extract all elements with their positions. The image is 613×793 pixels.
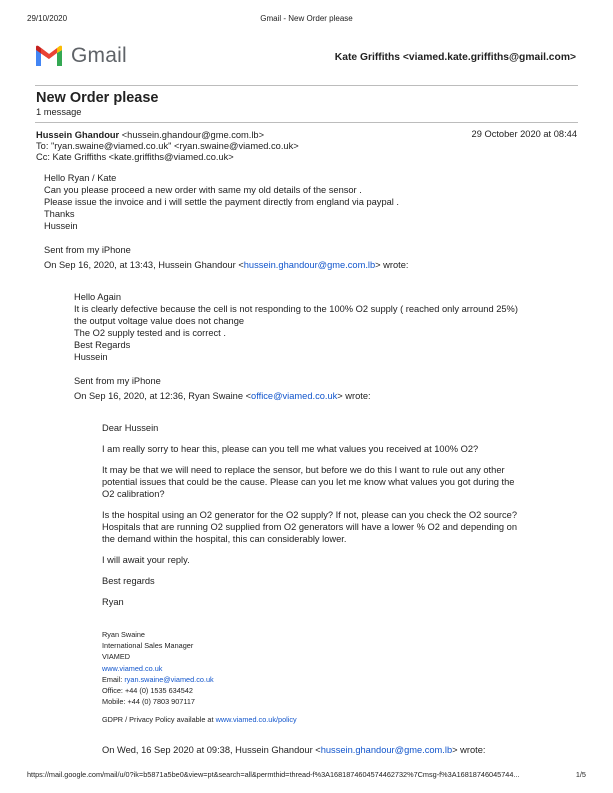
body-paragraph: It may be that we will need to replace the sensor, but before we do this I want to rule out any other potential issues that could be the cause. Please can you let me know what values you got during the O2 calibration? xyxy=(102,465,515,499)
body-line: Please issue the invoice and i will settle the payment directly from england via paypal . xyxy=(44,197,400,207)
body-line: Can you please proceed a new order with same my old details of the sensor . xyxy=(44,185,362,195)
body-line: Sent from my iPhone xyxy=(74,376,161,386)
body-line: Hello Again xyxy=(74,292,122,302)
quote-header xyxy=(102,745,485,755)
body-line: the output voltage value does not change xyxy=(74,316,245,326)
gmail-wordmark: Gmail xyxy=(71,44,127,67)
quote-suffix: > wrote: xyxy=(375,260,409,270)
quote-prefix: On Wed, 16 Sep 2020 at 09:38, Hussein Ghandour < xyxy=(102,745,321,755)
body-line xyxy=(74,363,518,375)
quote-prefix: On Sep 16, 2020, at 13:43, Hussein Ghandour < xyxy=(44,260,244,270)
thread-subject: New Order please xyxy=(36,90,159,106)
quote-header xyxy=(74,390,371,402)
message-count: 1 message xyxy=(36,107,82,117)
body-line: Hussein xyxy=(74,352,108,362)
body-line xyxy=(44,232,399,244)
body-line: Thanks xyxy=(44,209,75,219)
signature-office: Office: +44 (0) 1535 634542 xyxy=(102,686,193,696)
email-link[interactable]: hussein.ghandour@gme.com.lb xyxy=(320,745,453,755)
policy-link[interactable]: www.viamed.co.uk/policy xyxy=(215,715,297,725)
signature-email xyxy=(102,674,297,685)
divider xyxy=(35,122,578,123)
quote-header xyxy=(44,259,409,271)
signature-gdpr xyxy=(102,714,297,725)
page-number: 1/5 xyxy=(575,770,586,779)
body-line: Sent from my iPhone xyxy=(44,245,131,255)
email-link[interactable]: hussein.ghandour@gme.com.lb xyxy=(243,260,376,270)
body-paragraph: Ryan xyxy=(102,597,124,607)
email-link[interactable]: office@viamed.co.uk xyxy=(251,391,338,401)
quoted-message xyxy=(102,422,522,617)
body-paragraph: I am really sorry to hear this, please can you tell me what values you received at 100% O2? xyxy=(102,444,479,454)
divider xyxy=(35,85,578,86)
signature-title: International Sales Manager xyxy=(102,641,194,651)
quote-prefix: On Sep 16, 2020, at 12:36, Ryan Swaine < xyxy=(74,391,252,401)
sender-name: Hussein Ghandour xyxy=(36,130,120,140)
body-line: Best Regards xyxy=(74,340,131,350)
message-to: To: "ryan.swaine@viamed.co.uk" <ryan.swaine@viamed.co.uk> xyxy=(36,141,299,151)
body-line: It is clearly defective because the cell is not responding to the 100% O2 supply ( reached only arround 25%) xyxy=(74,304,518,314)
print-url: https://mail.google.com/mail/u/0?ik=b5871a5be0&view=pt&search=all&permthid=thread-f%3A1681874604574462732%7Cmsg-f%3A16818746045744... xyxy=(27,770,520,779)
email-signature xyxy=(102,629,297,726)
print-date: 29/10/2020 xyxy=(27,14,68,23)
body-line: Hello Ryan / Kate xyxy=(44,173,117,183)
print-title: Gmail - New Order please xyxy=(260,14,353,23)
message-body xyxy=(44,172,399,256)
body-paragraph: I will await your reply. xyxy=(102,555,190,565)
email-label: Email: xyxy=(102,674,125,684)
gmail-m-logo-icon xyxy=(34,44,64,68)
website-link[interactable]: www.viamed.co.uk xyxy=(102,663,163,673)
body-paragraph: Is the hospital using an O2 generator for the O2 supply? If not, please can you check the O2 source? Hospitals that are running O2 supplied from O2 generators will have a lower % O2 and depending on the demand within the hospital, this can considerably lower. xyxy=(102,510,517,544)
message-cc: Cc: Kate Griffiths <kate.griffiths@viamed.co.uk> xyxy=(36,152,234,162)
sender-email: <hussein.ghandour@gme.com.lb> xyxy=(119,130,265,140)
body-line: The O2 supply tested and is correct . xyxy=(74,328,226,338)
gmail-logo[interactable] xyxy=(34,44,127,68)
message-date: 29 October 2020 at 08:44 xyxy=(471,129,577,139)
body-paragraph: Best regards xyxy=(102,576,155,586)
signature-company: VIAMED xyxy=(102,652,130,662)
quoted-message xyxy=(74,291,518,387)
quote-suffix: > wrote: xyxy=(337,391,371,401)
signature-mobile: Mobile: +44 (0) 7803 907117 xyxy=(102,697,195,707)
body-line: Hussein xyxy=(44,221,78,231)
quote-suffix: > wrote: xyxy=(452,745,486,755)
signature-name: Ryan Swaine xyxy=(102,630,145,639)
account-info: Kate Griffiths <viamed.kate.griffiths@gmail.com> xyxy=(334,52,576,63)
gdpr-text: GDPR / Privacy Policy available at xyxy=(102,715,216,725)
email-link[interactable]: ryan.swaine@viamed.co.uk xyxy=(124,674,214,684)
body-paragraph: Dear Hussein xyxy=(102,423,159,433)
